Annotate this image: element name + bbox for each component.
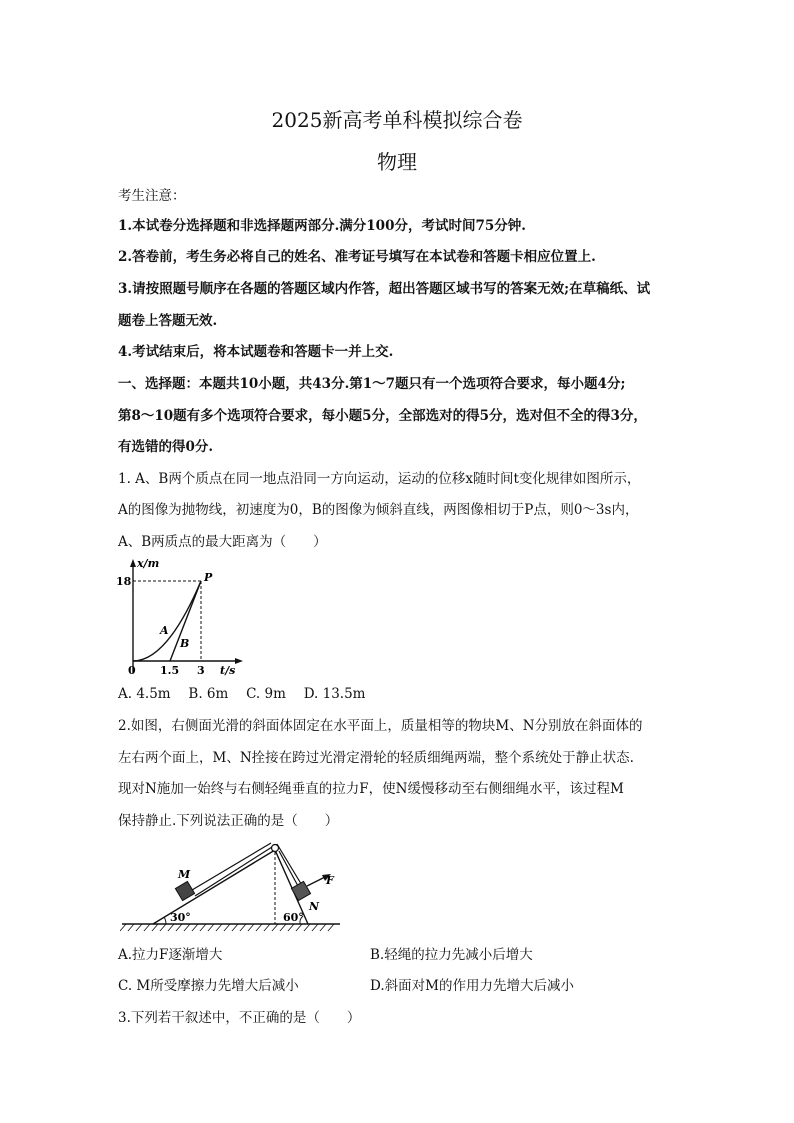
section-heading-line-3: 有选错的得0分. [118,439,214,455]
block-m [175,881,194,900]
x-tick-1-5: 1.5 [160,664,180,677]
q2-option-a: A.拉力F逐渐增大 [118,947,223,963]
curve-a [133,581,201,661]
angle-30-arc [164,917,166,924]
q2-option-c: C. M所受摩擦力先增大后减小 [118,978,299,994]
q2-option-d: D.斜面对M的作用力先增大后减小 [370,978,574,994]
ground-hatching [120,924,334,931]
line-b-label: B [180,637,190,650]
notice-item-3: 3.请按照题号顺序在各题的答题区域内作答，超出答题区域书写的答案无效;在草稿纸、试 [118,281,651,297]
q2-option-b: B.轻绳的拉力先减小后增大 [370,947,533,963]
x-axis-label: t/s [220,664,236,677]
q1-stem-line-2: A的图像为抛物线，初速度为0，B的图像为倾斜直线，两图像相切于P点，则0～3s内， [118,502,639,518]
q1-stem-line-3: A、B两质点的最大距离为（ ） [118,534,327,550]
right-rope-outer [277,844,303,887]
left-rope-outer [195,847,272,896]
q1-xt-graph [112,555,247,677]
left-rope-inner [192,843,271,890]
subject-title: 物理 [377,150,417,174]
block-n [291,881,310,900]
angle-30-label: 30° [170,911,191,924]
label-m: M [178,868,191,881]
angle-60-label: 60° [283,911,304,924]
page-title: 2025新高考单科模拟综合卷 [271,108,523,132]
y-axis-label: x/m [137,557,160,570]
q2-incline-diagram [120,838,345,936]
q1-options: A. 4.5m B. 6m C. 9m D. 13.5m [118,686,366,702]
section-heading-line-1: 一、选择题：本题共10小题，共43分.第1～7题只有一个选项符合要求，每小题4分; [118,376,626,392]
label-f: F [326,874,334,887]
notice-item-2: 2.答卷前，考生务必将自己的姓名、准考证号填写在本试卷和答题卡相应位置上. [118,249,596,265]
q2-stem-line-2: 左右两个面上，M、N拴接在跨过光滑定滑轮的轻质细绳两端，整个系统处于静止状态. [118,750,634,766]
x-tick-0: 0 [128,664,136,677]
x-axis-arrow [235,658,243,664]
notice-item-3-cont: 题卷上答题无效. [118,313,218,329]
y-tick-18: 18 [116,575,132,588]
point-p-label: P [204,571,213,584]
curve-a-label: A [160,624,169,637]
section-heading-line-2: 第8～10题有多个选项符合要求，每小题5分，全部选对的得5分，选对但不全的得3分， [118,408,647,424]
notice-item-4: 4.考试结束后，将本试题卷和答题卡一并上交. [118,344,394,360]
y-axis-arrow [130,559,136,567]
notice-item-1: 1.本试卷分选择题和非选择题两部分.满分100分，考试时间75分钟. [118,218,526,234]
q3-stem: 3.下列若干叙述中，不正确的是（ ） [118,1010,361,1026]
q2-stem-line-3: 现对N施加一始终与右侧轻绳垂直的拉力F，使N缓慢移动至右侧细绳水平，该过程M [118,781,624,797]
q2-stem-line-4: 保持静止.下列说法正确的是（ ） [118,813,339,829]
q1-stem-line-1: 1. A、B两个质点在同一地点沿同一方向运动，运动的位移x随时间t变化规律如图所示， [118,471,641,487]
x-tick-3: 3 [197,664,205,677]
notice-heading: 考生注意： [118,188,186,204]
label-n: N [309,900,320,913]
q2-stem-line-1: 2.如图，右侧面光滑的斜面体固定在水平面上，质量相等的物块M、N分别放在斜面体的 [118,718,643,734]
